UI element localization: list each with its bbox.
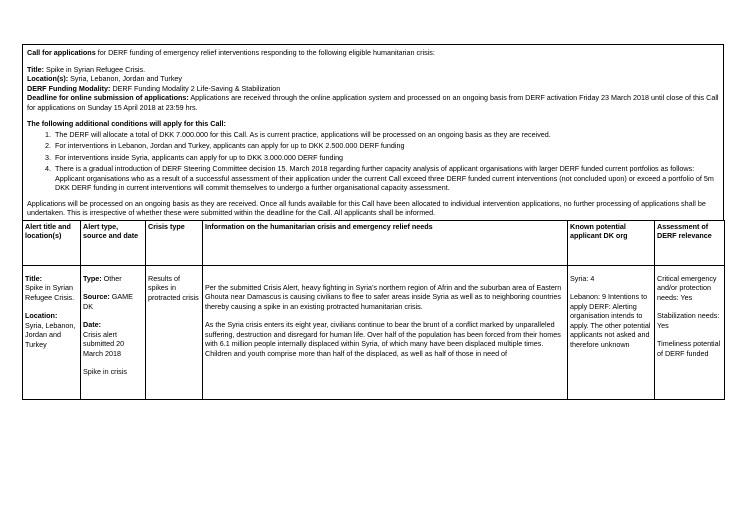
cell-extra: Spike in crisis (83, 367, 127, 376)
location-value: Syria, Lebanon, Jordan and Turkey (68, 74, 182, 83)
conditions-list (27, 130, 719, 193)
header-alert-title: Alert title and location(s) (23, 220, 81, 265)
header-applicant-org: Known potential applicant DK org (568, 220, 655, 265)
title-label: Title: (27, 64, 45, 74)
date-label: Date: (83, 320, 101, 329)
cell-information (203, 265, 568, 399)
location-line (27, 74, 719, 84)
call-sentence (27, 48, 719, 58)
location-label: Location(s): (27, 74, 69, 83)
call-label: Call for applications (27, 48, 96, 57)
cell-location-label (25, 311, 78, 321)
condition-item: 2. For interventions in Lebanon, Jordan and Turkey, applicants can apply for up to DKK 2.500.000 DERF funding (53, 141, 719, 151)
cell-source (83, 292, 143, 311)
header-crisis-type: Crisis type (146, 220, 203, 265)
cell-type (83, 274, 143, 284)
type-label: Type: (83, 273, 102, 283)
condition-item: 3. For interventions inside Syria, applicants can apply for up to DKK 3.000.000 DERF funding (53, 153, 719, 163)
source-label: Source: (83, 292, 110, 301)
processing-note: Applications will be processed on an ongoing basis as they are received. Once all funds available for this Call have been allocated to individual intervention applications, no further processing of applications shall be undertaken. This is irrespective of whether these were submitted within the deadline for the Call. All applicants shall be informed. (27, 198, 706, 217)
call-intro-box (22, 44, 724, 220)
information-para-2: As the Syria crisis enters its eight year, civilians continue to bear the brunt of a conflict marked by unparalleled suffering, destruction and disregard for human life. Over half of the population has been forced from their homes with 6.1 million people internally displaced within Syria, of which many have been displaced multiple times. Children and youth comprise more than half of the displaced, as well as half of those in need of (205, 320, 561, 358)
title-line (27, 65, 719, 75)
header-information: Information on the humanitarian crisis and emergency relief needs (203, 220, 568, 265)
cell-alert-title (23, 265, 81, 399)
location-label-text: Location: (25, 311, 58, 320)
cell-date-value: Crisis alert submitted 20 March 2018 (83, 329, 125, 358)
call-text: for DERF funding of emergency relief interventions responding to the following eligible humanitarian crisis: (95, 48, 435, 57)
deadline-label: Deadline for online submission of applications: (27, 93, 189, 102)
deadline-value: Applications are received through the online application system and processed on an ongoing basis from DERF activation Friday 23 March 2018 until close of this Call for applications on Sunday 15 April 2018 at 23:59 hrs. (27, 93, 719, 112)
cell-assessment (655, 265, 725, 399)
cell-title-label (25, 274, 78, 284)
applicant-syria: Syria: 4 (570, 273, 595, 283)
information-para-1: Per the submitted Crisis Alert, heavy fighting in Syria’s northern region of Afrin and the suburban area of Eastern Ghouta near Damascus is causing civilians to flee to safer areas inside Syria as well as to neighboring countries thereby causing a spike in an existing protracted humanitarian crisis. (205, 282, 562, 311)
deadline-line (27, 93, 719, 112)
header-assessment: Assessment of DERF relevance (655, 220, 725, 265)
cell-title-value: Spike in Syrian Refugee Crisis. (25, 283, 75, 302)
cell-alert-type (81, 265, 146, 399)
type-value: Other (101, 273, 122, 283)
assessment-timeliness: Timeliness potential of DERF funded (657, 339, 721, 358)
source-value: GAME DK (83, 292, 133, 311)
title-label-text: Title: (25, 273, 43, 283)
applicant-lebanon: Lebanon: 9 Intentions to apply DERF: Alerting organisation intends to apply. The other potential applicants not asked and therefore unknown (570, 292, 651, 349)
cell-date-label (83, 320, 143, 330)
modality-value: DERF Funding Modality 2 Life-Saving & Stabilization (110, 83, 281, 93)
modality-label: DERF Funding Modality: (27, 83, 111, 93)
header-alert-type: Alert type, source and date (81, 220, 146, 265)
conditions-heading-text: The following additional conditions will apply for this Call: (27, 119, 226, 128)
assessment-stabilization: Stabilization needs: Yes (657, 311, 720, 330)
call-document (22, 44, 724, 400)
crisis-type-value: Results of spikes in protracted crisis (148, 273, 199, 302)
table-row (23, 265, 725, 399)
condition-item: 4. There is a gradual introduction of DERF Steering Committee decision 15. March 2018 regarding further capacity analysis of applicant organisations with larger DERF funded current portfolios as follows: Applicant organisations who as a result of a successful assessment of their application under the current Call exceed three DERF funded current interventions (not concluded upon) or exceed a portfolio of 5m DKK DERF funding in current interventions will commit themselves to undergo a further organisational capacity assessment. (53, 164, 719, 193)
cell-applicant-org (568, 265, 655, 399)
table-header-row (23, 220, 725, 265)
title-value: Spike in Syrian Refugee Crisis. (44, 64, 146, 74)
assessment-critical: Critical emergency and/or protection needs: Yes (657, 273, 717, 302)
cell-crisis-type (146, 265, 203, 399)
crisis-table (22, 220, 725, 400)
modality-line (27, 84, 719, 94)
condition-item: 1. The DERF will allocate a total of DKK 7.000.000 for this Call. As is current practice, applications will be processed on an ongoing basis as they are received. (53, 130, 719, 140)
cell-location-value: Syria, Lebanon, Jordan and Turkey (25, 320, 76, 349)
conditions-heading (27, 119, 719, 129)
